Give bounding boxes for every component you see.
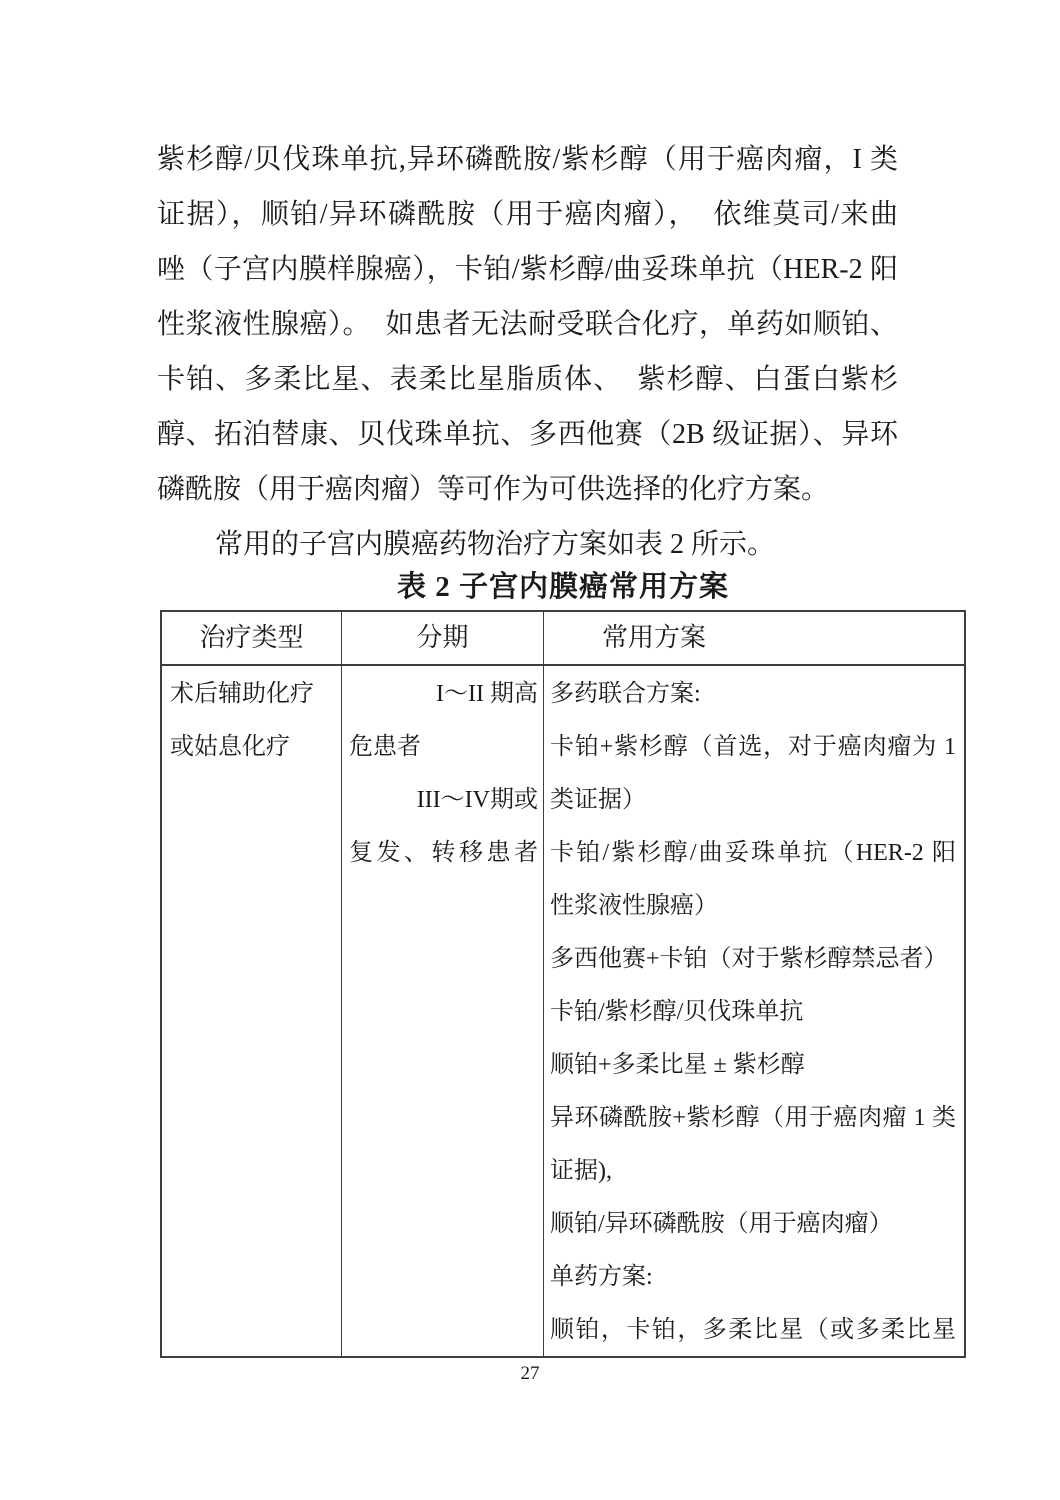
stage-line: I～II 期高 — [436, 681, 538, 707]
regimen-line: 异环磷酰胺+紫杉醇（用于癌肉瘤 1 类 — [550, 1105, 956, 1131]
page-number: 27 — [520, 1363, 540, 1384]
header-cell-treatment-type: 治疗类型 — [162, 612, 342, 664]
body-line: 性浆液性腺癌）。 如患者无法耐受联合化疗，单药如顺铂、 — [157, 309, 898, 340]
regimen-line: 卡铂/紫杉醇/曲妥珠单抗（HER-2 阳 — [550, 840, 956, 866]
stage-line: III～IV期或 — [416, 787, 538, 813]
body-paragraph — [157, 132, 898, 572]
regimen-line: 类证据） — [550, 787, 646, 813]
regimen-line: 单药方案: — [550, 1264, 653, 1290]
body-line: 唑（子宫内膜样腺癌），卡铂/紫杉醇/曲妥珠单抗（HER-2 阳 — [157, 254, 898, 285]
body-line: 卡铂、多柔比星、表柔比星脂质体、 紫杉醇、白蛋白紫杉 — [157, 364, 898, 395]
regimen-line: 多药联合方案: — [550, 681, 701, 707]
cell-regimen — [544, 666, 964, 1356]
body-line: 醇、拓泊替康、贝伐珠单抗、多西他赛（2B 级证据）、异环 — [157, 419, 898, 450]
table-header-row — [162, 612, 964, 666]
regimen-line: 卡铂+紫杉醇（首选，对于癌肉瘤为 1 — [550, 734, 956, 760]
treatment-type-line: 或姑息化疗 — [170, 734, 290, 760]
body-line: 磷酰胺（用于癌肉瘤）等可作为可供选择的化疗方案。 — [157, 474, 830, 505]
regimen-line: 卡铂/紫杉醇/贝伐珠单抗 — [550, 999, 804, 1025]
regimen-line: 顺铂+多柔比星 ± 紫杉醇 — [550, 1052, 805, 1078]
table-row — [162, 666, 964, 1356]
stage-line: 危患者 — [349, 734, 421, 760]
treatment-type-line: 术后辅助化疗 — [170, 681, 314, 707]
cell-stage — [342, 666, 544, 1356]
body-line: 证据），顺铂/异环磷酰胺（用于癌肉瘤）， 依维莫司/来曲 — [157, 199, 898, 230]
regimen-line: 顺铂/异环磷酰胺（用于癌肉瘤） — [550, 1211, 893, 1237]
regimen-line: 性浆液性腺癌） — [550, 893, 718, 919]
regimen-line: 多西他赛+卡铂（对于紫杉醇禁忌者） — [550, 946, 948, 972]
regimen-line: 证据), — [550, 1158, 612, 1184]
regimen-line: 顺铂，卡铂，多柔比星（或多柔比星 — [550, 1317, 956, 1343]
cell-treatment-type — [162, 666, 342, 1356]
body-line: 紫杉醇/贝伐珠单抗,异环磷酰胺/紫杉醇（用于癌肉瘤，I 类 — [157, 144, 898, 175]
regimen-table — [160, 610, 966, 1358]
body-paragraph-2: 常用的子宫内膜癌药物治疗方案如表 2 所示。 — [215, 529, 776, 560]
header-cell-stage: 分期 — [342, 612, 544, 664]
table-title: 表 2 子宫内膜癌常用方案 — [396, 571, 729, 603]
header-cell-regimen: 常用方案 — [602, 623, 707, 652]
stage-line: 复发、转移患者 — [349, 840, 538, 866]
